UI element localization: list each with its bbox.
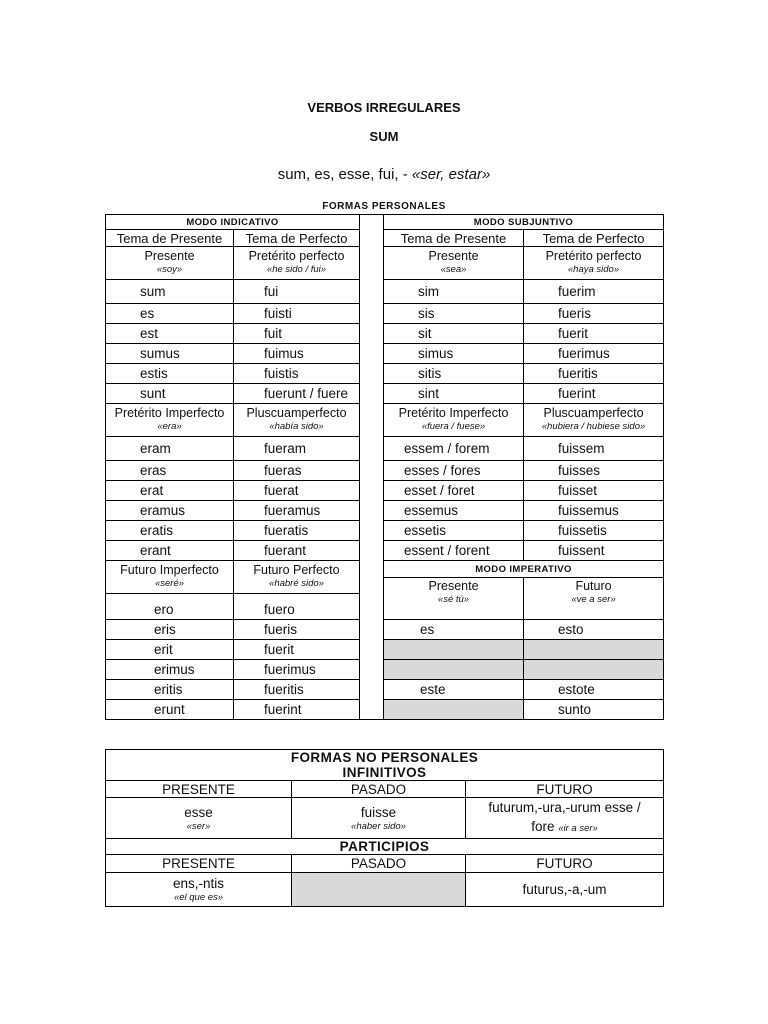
ind-pluscuamperfecto-form: fueram	[234, 437, 360, 461]
inf-pasado-translation: «haber sido»	[351, 820, 406, 832]
sub-presente-translation: «sea»	[440, 264, 467, 275]
imp-presente-empty	[384, 660, 524, 680]
part-presente-form: ens,-ntis	[172, 876, 225, 891]
sub-pluscuamperfecto-form: fuissem	[524, 437, 664, 461]
principal-parts-meaning: «ser, estar»	[411, 166, 491, 183]
inf-pasado-form: fuisse	[360, 804, 397, 820]
ind-futuro-perfecto-header	[234, 561, 360, 594]
part-col-presente: PRESENTE	[106, 855, 292, 873]
sub-preterito_perfecto-form: fuerimus	[524, 344, 664, 364]
part-col-futuro: FUTURO	[466, 855, 664, 873]
part-presente-translation: «el que es»	[173, 892, 224, 903]
inf-presente-translation: «ser»	[186, 820, 211, 832]
imp-futuro-translation: «ve a ser»	[571, 594, 616, 605]
imp-presente-empty	[384, 640, 524, 660]
sub-presente-header	[384, 247, 524, 280]
ind-imperfecto-form: eras	[106, 461, 234, 481]
inf-futuro-form: futurum,-ura,-urum esse /	[488, 800, 641, 815]
sub-pluscuamperfecto-form: fuissemus	[524, 501, 664, 521]
sub-tema-presente: Tema de Presente	[384, 230, 524, 247]
column-gap	[360, 561, 384, 578]
page-subtitle: SUM	[369, 129, 399, 144]
ind-futuro-perfecto-form: fuero	[234, 594, 360, 620]
column-gap	[360, 324, 384, 344]
ind-futuro-perfecto-translation: «habré sido»	[269, 578, 324, 589]
ind-preterito_perfecto-form: fui	[234, 280, 360, 304]
column-gap	[360, 541, 384, 561]
column-gap	[360, 384, 384, 404]
imp-futuro-form: esto	[524, 620, 664, 640]
imp-presente-form: este	[384, 680, 524, 700]
sub-preterito_perfecto-translation: «haya sido»	[567, 264, 620, 275]
sub-preterito_perfecto-label: Pretérito perfecto	[545, 249, 642, 263]
ind-imperfecto-form: erant	[106, 541, 234, 561]
sub-presente-form: sit	[384, 324, 524, 344]
ind-futuro-imperfecto-translation: «seré»	[154, 578, 185, 589]
column-gap	[360, 280, 384, 304]
ind-presente-form: es	[106, 304, 234, 324]
sub-preterito_perfecto-form: fuerit	[524, 324, 664, 344]
column-gap	[360, 660, 384, 680]
sub-imperfecto-form: essetis	[384, 521, 524, 541]
infinitivos-heading: INFINITIVOS	[106, 765, 664, 781]
column-gap	[360, 578, 384, 594]
ind-pluscuamperfecto-form: fuerant	[234, 541, 360, 561]
inf-col-pasado: PASADO	[292, 781, 466, 798]
sub-pluscuamperfecto-label: Pluscuamperfecto	[543, 406, 644, 420]
ind-presente-form: estis	[106, 364, 234, 384]
sub-presente-form: sint	[384, 384, 524, 404]
inf-futuro-translation: «ir a ser»	[558, 823, 598, 834]
sub-pluscuamperfecto-form: fuissent	[524, 541, 664, 561]
ind-futuro-perfecto-label: Futuro Perfecto	[253, 563, 340, 577]
ind-pluscuamperfecto-form: fueramus	[234, 501, 360, 521]
imp-presente-empty	[384, 700, 524, 720]
ind-futuro-imperfecto-label: Futuro Imperfecto	[120, 563, 219, 577]
column-gap	[360, 680, 384, 700]
ind-futuro-perfecto-form: fuerit	[234, 640, 360, 660]
sub-pluscuamperfecto-header	[524, 404, 664, 437]
ind-presente-form: est	[106, 324, 234, 344]
ind-presente-label: Presente	[144, 249, 195, 263]
imp-futuro-header	[524, 578, 664, 620]
ind-imperfecto-form: eratis	[106, 521, 234, 541]
ind-futuro-imperfecto-form: erunt	[106, 700, 234, 720]
ind-futuro-perfecto-form: fueritis	[234, 680, 360, 700]
indicativo-heading: MODO INDICATIVO	[106, 215, 360, 230]
part-presente-cell	[106, 873, 292, 907]
inf-futuro-form2: fore	[531, 819, 555, 834]
sub-imperfecto-form: essem / forem	[384, 437, 524, 461]
column-gap	[360, 594, 384, 620]
column-gap	[360, 640, 384, 660]
imp-presente-translation: «sé tú»	[437, 594, 470, 605]
column-gap	[360, 304, 384, 324]
ind-futuro-imperfecto-form: eritis	[106, 680, 234, 700]
imp-futuro-empty	[524, 660, 664, 680]
ind-preterito_perfecto-form: fuerunt / fuere	[234, 384, 360, 404]
sub-imperfecto-form: esset / foret	[384, 481, 524, 501]
ind-imperfecto-form: erat	[106, 481, 234, 501]
participios-heading: PARTICIPIOS	[106, 839, 664, 855]
column-gap	[360, 247, 384, 280]
column-gap	[360, 215, 384, 230]
principal-parts	[0, 166, 768, 183]
sub-pluscuamperfecto-form: fuissetis	[524, 521, 664, 541]
inf-futuro-cell	[466, 798, 664, 839]
ind-imperfecto-form: eram	[106, 437, 234, 461]
sub-pluscuamperfecto-translation: «hubiera / hubiese sido»	[541, 421, 646, 432]
sub-imperfecto-translation: «fuera / fuese»	[421, 421, 486, 432]
ind-imperfecto-label: Pretérito Imperfecto	[114, 406, 225, 420]
part-futuro-cell	[466, 873, 664, 907]
sub-presente-form: simus	[384, 344, 524, 364]
ind-pluscuamperfecto-translation: «había sido»	[269, 421, 324, 432]
ind-imperfecto-form: eramus	[106, 501, 234, 521]
sub-pluscuamperfecto-form: fuisses	[524, 461, 664, 481]
imp-futuro-form: estote	[524, 680, 664, 700]
ind-presente-form: sum	[106, 280, 234, 304]
ind-futuro-imperfecto-form: ero	[106, 594, 234, 620]
sub-imperfecto-form: essent / forent	[384, 541, 524, 561]
column-gap	[360, 700, 384, 720]
ind-futuro-imperfecto-form: erit	[106, 640, 234, 660]
ind-presente-header	[106, 247, 234, 280]
conjugation-table	[105, 214, 664, 720]
imp-presente-label: Presente	[428, 579, 479, 593]
sub-preterito_perfecto-form: fueris	[524, 304, 664, 324]
column-gap	[360, 521, 384, 541]
no-personales-heading: FORMAS NO PERSONALES	[106, 750, 664, 766]
sub-imperfecto-header	[384, 404, 524, 437]
ind-pluscuamperfecto-label: Pluscuamperfecto	[246, 406, 347, 420]
sub-tema-perfecto: Tema de Perfecto	[524, 230, 664, 247]
column-gap	[360, 364, 384, 384]
column-gap	[360, 404, 384, 437]
ind-preterito_perfecto-translation: «he sido / fui»	[266, 264, 327, 275]
principal-parts-forms: sum, es, esse, fui, -	[277, 166, 408, 183]
ind-preterito_perfecto-form: fuimus	[234, 344, 360, 364]
sub-preterito_perfecto-header	[524, 247, 664, 280]
column-gap	[360, 461, 384, 481]
ind-pluscuamperfecto-form: fueras	[234, 461, 360, 481]
column-gap	[360, 481, 384, 501]
column-gap	[360, 230, 384, 247]
ind-futuro-perfecto-form: fuerint	[234, 700, 360, 720]
ind-preterito_perfecto-label: Pretérito perfecto	[248, 249, 345, 263]
sub-imperfecto-form: essemus	[384, 501, 524, 521]
ind-pluscuamperfecto-header	[234, 404, 360, 437]
imp-futuro-label: Futuro	[575, 579, 612, 593]
inf-col-futuro: FUTURO	[466, 781, 664, 798]
ind-tema-presente: Tema de Presente	[106, 230, 234, 247]
formas-personales-heading: FORMAS PERSONALES	[322, 201, 446, 212]
part-pasado-empty	[292, 873, 466, 907]
ind-preterito_perfecto-form: fuistis	[234, 364, 360, 384]
non-personal-table	[105, 749, 664, 907]
sub-preterito_perfecto-form: fuerint	[524, 384, 664, 404]
ind-imperfecto-translation: «era»	[157, 421, 182, 432]
imp-presente-header	[384, 578, 524, 620]
ind-pluscuamperfecto-form: fuerat	[234, 481, 360, 501]
imp-futuro-form: sunto	[524, 700, 664, 720]
ind-futuro-imperfecto-form: erimus	[106, 660, 234, 680]
ind-presente-translation: «soy»	[156, 264, 183, 275]
ind-presente-form: sumus	[106, 344, 234, 364]
part-futuro-form: futurus,-a,-um	[522, 882, 607, 897]
imperativo-heading: MODO IMPERATIVO	[384, 561, 664, 578]
inf-presente-form: esse	[184, 804, 213, 820]
ind-tema-perfecto: Tema de Perfecto	[234, 230, 360, 247]
ind-imperfecto-header	[106, 404, 234, 437]
sub-preterito_perfecto-form: fueritis	[524, 364, 664, 384]
ind-futuro-perfecto-form: fueris	[234, 620, 360, 640]
ind-preterito_perfecto-header	[234, 247, 360, 280]
ind-pluscuamperfecto-form: fueratis	[234, 521, 360, 541]
part-col-pasado: PASADO	[292, 855, 466, 873]
subjuntivo-heading: MODO SUBJUNTIVO	[384, 215, 664, 230]
column-gap	[360, 437, 384, 461]
ind-futuro-imperfecto-header	[106, 561, 234, 594]
sub-presente-form: sitis	[384, 364, 524, 384]
column-gap	[360, 501, 384, 521]
column-gap	[360, 620, 384, 640]
sub-presente-form: sim	[384, 280, 524, 304]
page-title: VERBOS IRREGULARES	[307, 100, 461, 115]
sub-pluscuamperfecto-form: fuisset	[524, 481, 664, 501]
sub-imperfecto-label: Pretérito Imperfecto	[398, 406, 509, 420]
inf-presente-cell	[106, 798, 292, 839]
sub-preterito_perfecto-form: fuerim	[524, 280, 664, 304]
imp-futuro-empty	[524, 640, 664, 660]
ind-futuro-imperfecto-form: eris	[106, 620, 234, 640]
column-gap	[360, 344, 384, 364]
ind-futuro-perfecto-form: fuerimus	[234, 660, 360, 680]
inf-pasado-cell	[292, 798, 466, 839]
ind-presente-form: sunt	[106, 384, 234, 404]
sub-imperfecto-form: esses / fores	[384, 461, 524, 481]
sub-presente-label: Presente	[428, 249, 479, 263]
inf-col-presente: PRESENTE	[106, 781, 292, 798]
sub-presente-form: sis	[384, 304, 524, 324]
ind-preterito_perfecto-form: fuisti	[234, 304, 360, 324]
ind-preterito_perfecto-form: fuit	[234, 324, 360, 344]
imp-presente-form: es	[384, 620, 524, 640]
